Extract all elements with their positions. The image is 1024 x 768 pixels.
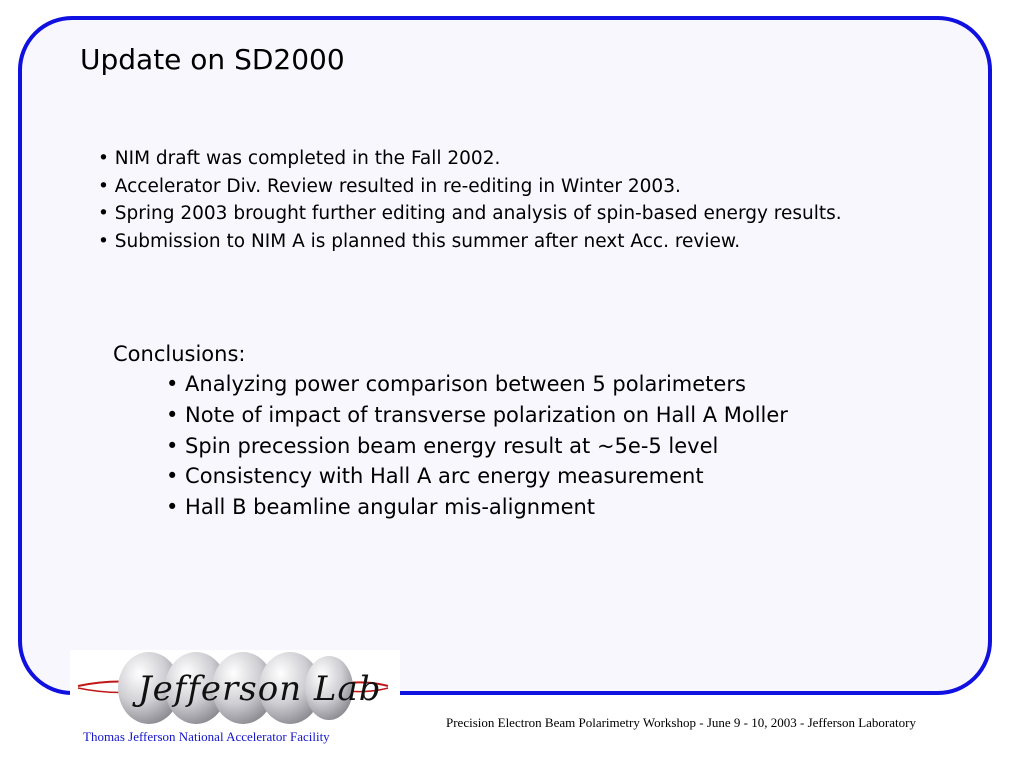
conclusion-item: • Hall B beamline angular mis-alignment <box>166 495 596 520</box>
status-bullet-list <box>98 145 842 255</box>
workshop-footer: Precision Electron Beam Polarimetry Workshop - June 9 - 10, 2003 - Jefferson Laboratory <box>446 715 916 730</box>
status-bullet: • Submission to NIM A is planned this summer after next Acc. review. <box>98 230 741 252</box>
jefferson-lab-logo <box>76 650 396 730</box>
slide-title: Update on SD2000 <box>80 43 345 76</box>
status-bullet: • NIM draft was completed in the Fall 2002. <box>98 148 501 169</box>
conclusions-heading: Conclusions: <box>113 342 246 366</box>
status-bullet: • Spring 2003 brought further editing and analysis of spin-based energy results. <box>98 203 842 225</box>
conclusion-item: • Spin precession beam energy result at ~5e-5 level <box>166 433 719 458</box>
conclusions-list <box>166 369 788 523</box>
conclusion-item: • Analyzing power comparison between 5 polarimeters <box>166 372 746 396</box>
status-bullet: • Accelerator Div. Review resulted in re-editing in Winter 2003. <box>98 175 681 197</box>
conclusion-item: • Note of impact of transverse polarization on Hall A Moller <box>166 402 788 427</box>
conclusion-item: • Consistency with Hall A arc energy measurement <box>166 464 704 489</box>
logo-wordmark: Jefferson Lab <box>138 669 382 709</box>
facility-name: Thomas Jefferson National Accelerator Facility <box>83 729 330 744</box>
